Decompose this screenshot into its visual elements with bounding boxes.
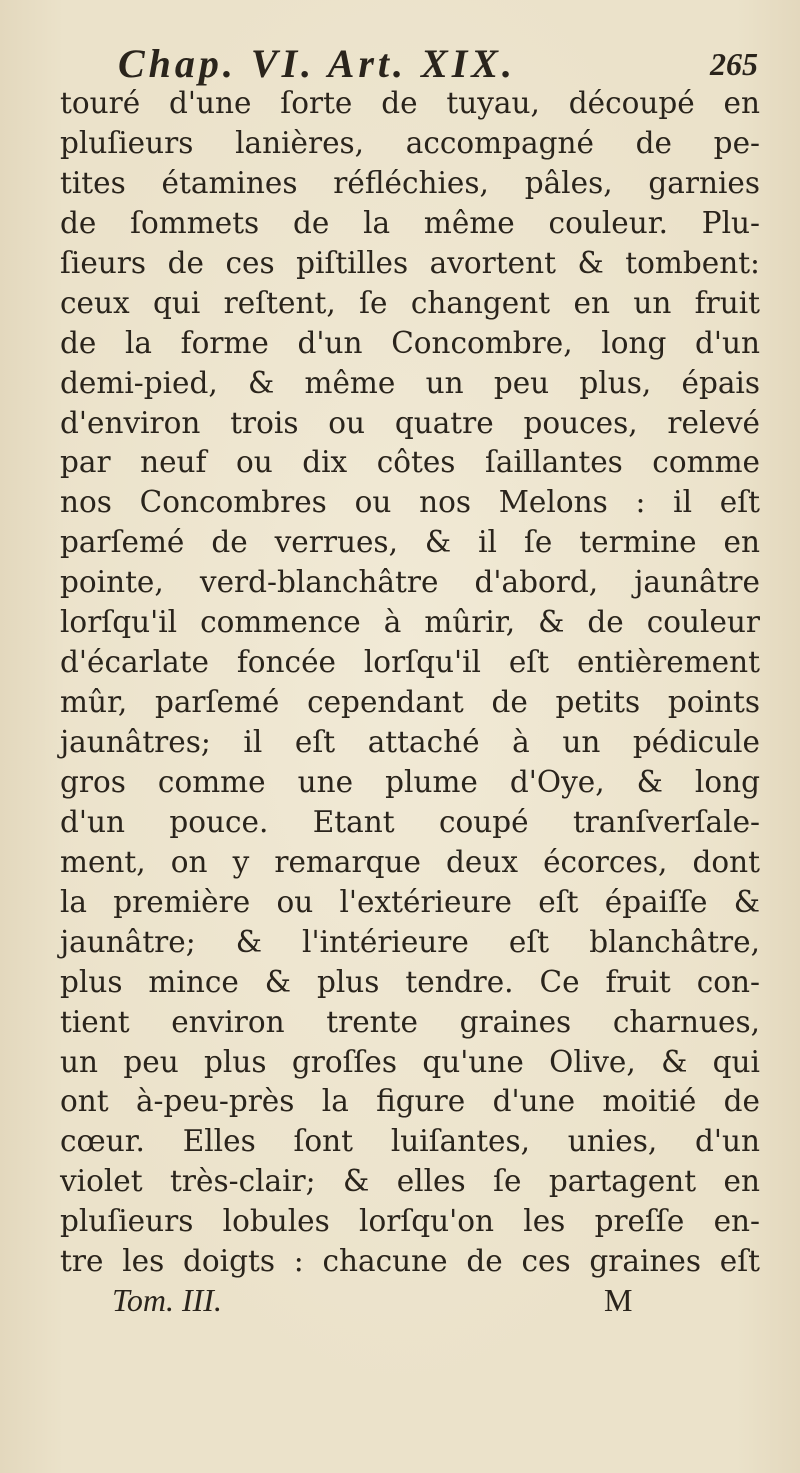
text-line: cœur. Elles ſont luiſantes, unies, d'un: [60, 1124, 760, 1159]
text-line: tre les doigts : chacune de ces graines eſt: [60, 1244, 760, 1279]
running-head: Chap. VI. Art. XIX.: [118, 41, 516, 86]
signature-mark: M: [604, 1282, 633, 1318]
text-line: tites étamines réfléchies, pâles, garnies: [60, 165, 760, 200]
text-line: lorſqu'il commence à mûrir, & de couleur: [60, 605, 760, 640]
text-line: de la forme d'un Concombre, long d'un: [60, 325, 760, 360]
page-footer: [112, 1280, 732, 1320]
text-line: ceux qui reſtent, ſe changent en un fruit: [60, 285, 760, 320]
text-line: ont à-peu-près la figure d'une moitié de: [60, 1084, 760, 1119]
text-line: par neuf ou dix côtes ſaillantes comme: [60, 445, 760, 480]
text-line: pointe, verd-blanchâtre d'abord, jaunâtre: [60, 565, 760, 600]
text-line: un peu plus groſſes qu'une Olive, & qui: [60, 1044, 760, 1079]
page-header: [118, 38, 758, 90]
text-line: d'écarlate foncée lorſqu'il eſt entièrement: [60, 645, 760, 680]
text-line: la première ou l'extérieure eſt épaiſſe &: [60, 884, 760, 919]
page-number: 265: [710, 46, 758, 82]
text-line: pluſieurs lanières, accompagné de pe-: [60, 125, 760, 160]
text-line: gros comme une plume d'Oye, & long: [60, 764, 760, 799]
text-line: violet très-clair; & elles ſe partagent en: [60, 1164, 760, 1199]
text-line: tient environ trente graines charnues,: [60, 1004, 760, 1039]
text-line: d'environ trois ou quatre pouces, relevé: [60, 405, 760, 440]
volume-mark: Tom. III.: [112, 1282, 222, 1318]
text-line: touré d'une ſorte de tuyau, découpé en: [60, 86, 760, 120]
text-line: ſieurs de ces piſtilles avortent & tombent:: [60, 245, 760, 280]
text-line: jaunâtre; & l'intérieure eſt blanchâtre,: [60, 924, 760, 959]
text-line: d'un pouce. Etant coupé tranſverſale-: [60, 804, 760, 839]
text-line: plus mince & plus tendre. Ce fruit con-: [60, 964, 760, 999]
text-line: jaunâtres; il eſt attaché à un pédicule: [60, 725, 760, 759]
text-line: ment, on y remarque deux écorces, dont: [60, 844, 760, 879]
text-line: parſemé de verrues, & il ſe termine en: [60, 525, 760, 560]
text-line: demi-pied, & même un peu plus, épais: [60, 365, 760, 400]
text-line: mûr, parſemé cependant de petits points: [60, 685, 760, 720]
body-text: [60, 84, 760, 1282]
text-line: pluſieurs lobules lorſqu'on les preſſe en-: [60, 1204, 760, 1239]
text-line: nos Concombres ou nos Melons : il eſt: [60, 485, 760, 520]
text-line: de ſommets de la même couleur. Plu-: [60, 205, 760, 240]
